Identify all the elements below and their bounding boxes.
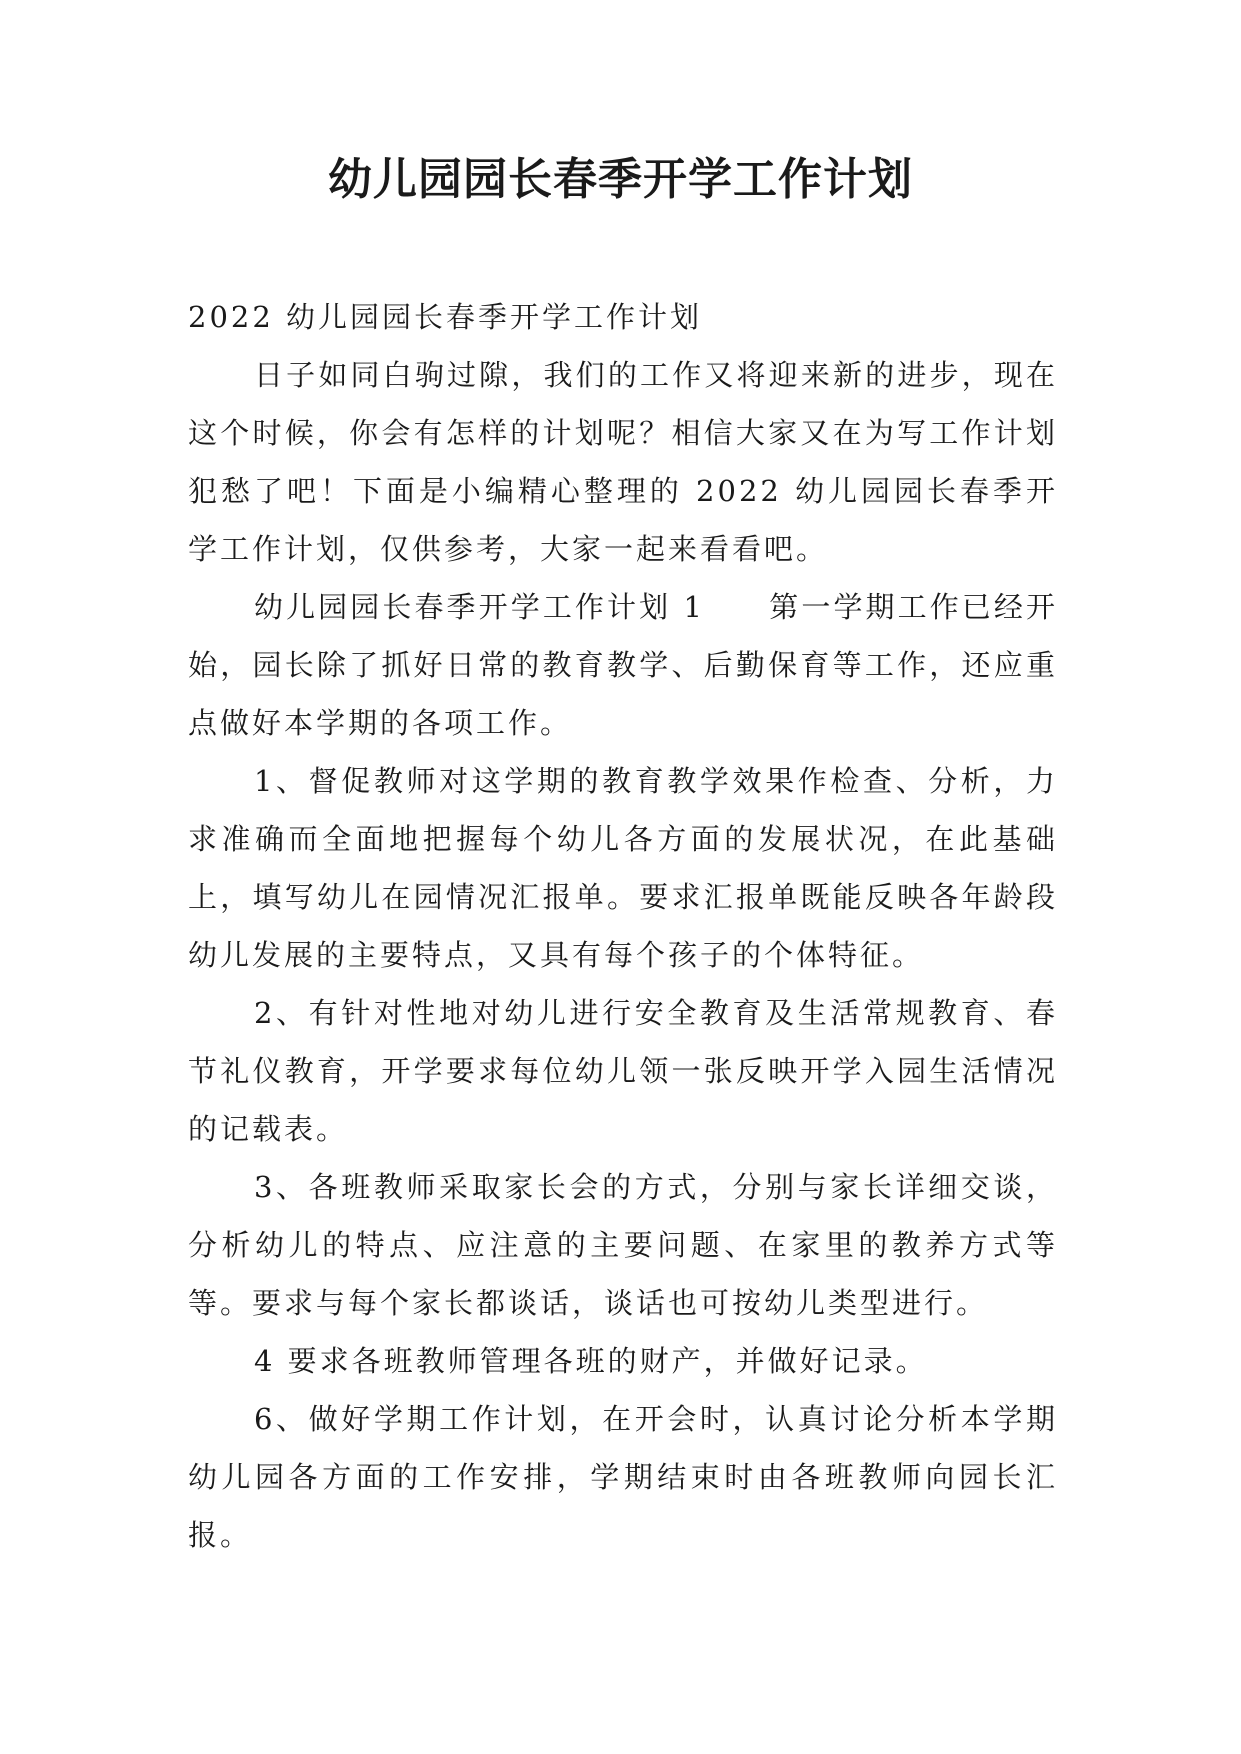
paragraph-intro: 日子如同白驹过隙，我们的工作又将迎来新的进步，现在这个时候，你会有怎样的计划呢？相信大家又在为写工作计划犯愁了吧！下面是小编精心整理的 2022 幼儿园园长春季开学工作计划，仅供参考，大家一起来看看吧。 <box>188 358 1058 566</box>
subtitle-line: 2022 幼儿园园长春季开学工作计划 <box>188 300 703 334</box>
paragraph-item-3: 3、各班教师采取家长会的方式，分别与家长详细交谈，分析幼儿的特点、应注意的主要问题、在家里的教养方式等等。要求与每个家长都谈话，谈话也可按幼儿类型进行。 <box>188 1170 1058 1320</box>
paragraph-item-2: 2、有针对性地对幼儿进行安全教育及生活常规教育、春节礼仪教育，开学要求每位幼儿领一张反映开学入园生活情况的记载表。 <box>188 996 1058 1146</box>
document-body <box>188 288 1058 1564</box>
document-title: 幼儿园园长春季开学工作计划 <box>328 154 913 205</box>
paragraph-plan-1: 幼儿园园长春季开学工作计划 1 第一学期工作已经开始，园长除了抓好日常的教育教学、后勤保育等工作，还应重点做好本学期的各项工作。 <box>188 590 1058 740</box>
paragraph-item-1: 1、督促教师对这学期的教育教学效果作检查、分析，力求准确而全面地把握每个幼儿各方面的发展状况，在此基础上，填写幼儿在园情况汇报单。要求汇报单既能反映各年龄段幼儿发展的主要特点，又具有每个孩子的个体特征。 <box>188 764 1058 972</box>
paragraph-item-4: 4 要求各班教师管理各班的财产，并做好记录。 <box>254 1344 928 1378</box>
paragraph-item-6: 6、做好学期工作计划，在开会时，认真讨论分析本学期幼儿园各方面的工作安排，学期结束时由各班教师向园长汇报。 <box>188 1402 1058 1552</box>
